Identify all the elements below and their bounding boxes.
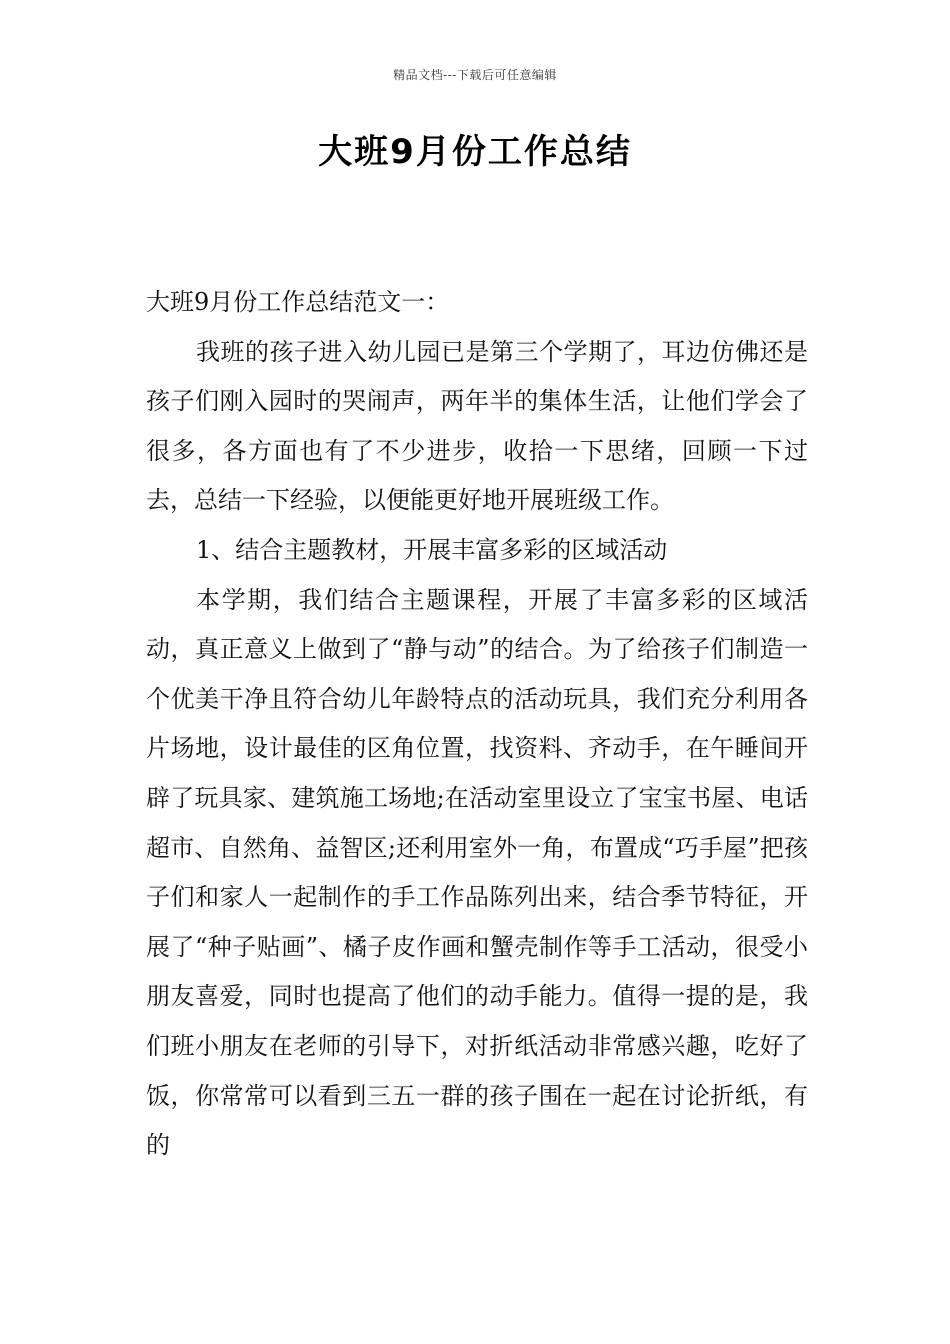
document-title: 大班9月份工作总结: [318, 132, 632, 172]
paragraph-regional-activities: 本学期，我们结合主题课程，开展了丰富多彩的区域活动，真正意义上做到了“静与动”的结合。为了给孩子们制造一个优美干净且符合幼儿年龄特点的活动玩具，我们充分利用各片场地，设计最佳的区角位置，找资料、齐动手，在午睡间开辟了玩具家、建筑施工场地;在活动室里设立了宝宝书屋、电话超市、自然角、益智区;还利用室外一角，布置成“巧手屋”把孩子们和家人一起制作的手工作品陈列出来，结合季节特征，开展了“种子贴画”、橘子皮作画和蟹壳制作等手工活动，很受小朋友喜爱，同时也提高了他们的动手能力。值得一提的是，我们班小朋友在老师的引导下，对折纸活动非常感兴趣，吃好了饭，你常常可以看到三五一群的孩子围在一起在讨论折纸，有的: [146, 585, 808, 1160]
subheading-regional-activities: 1、结合主题教材，开展丰富多彩的区域活动: [196, 535, 668, 564]
section-heading: 大班9月份工作总结范文一：: [146, 288, 450, 316]
document-body: [146, 278, 808, 1171]
paragraph-intro: 我班的孩子进入幼儿园已是第三个学期了，耳边仿佛还是孩子们刚入园时的哭闹声，两年半的集体生活，让他们学会了很多，各方面也有了不少进步，收拾一下思绪，回顾一下过去，总结一下经验，以便能更好地开展班级工作。: [146, 337, 808, 515]
page-header-note: 精品文档---下载后可任意编辑: [393, 68, 557, 82]
